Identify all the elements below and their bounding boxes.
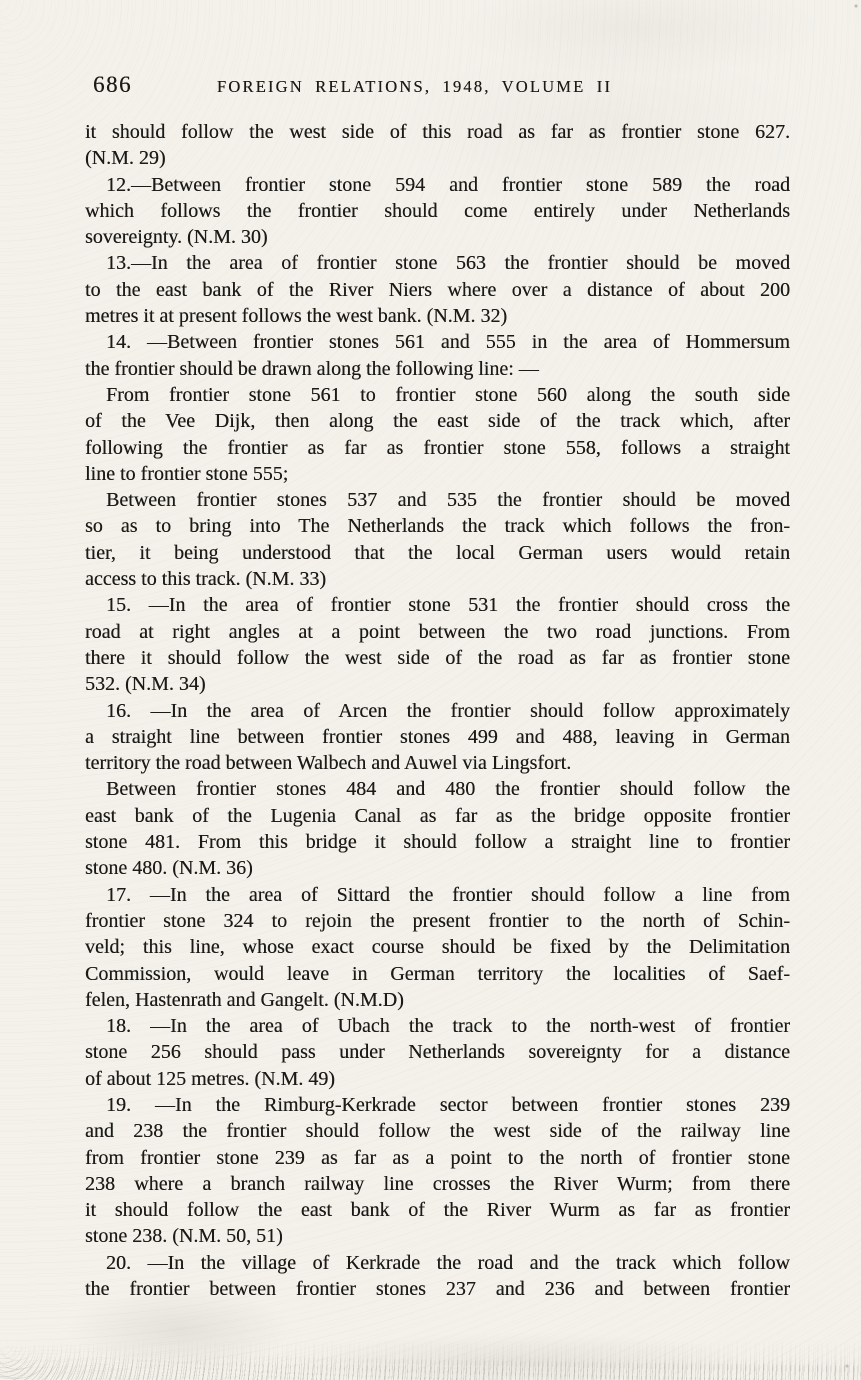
text-line: tier, it being understood that the local German users would retain (85, 541, 790, 564)
text-line: 18. —In the area of Ubach the track to the north-west of frontier (106, 1015, 790, 1038)
paragraph (85, 698, 790, 777)
text-line: 16. —In the area of Arcen the frontier should follow approximately (106, 699, 790, 722)
paragraph (85, 329, 790, 382)
page-number: 686 (93, 72, 132, 97)
text-line: 15. —In the area of frontier stone 531 the frontier should cross the (106, 594, 790, 617)
text-line: 14. —Between frontier stones 561 and 555 in the area of Hommersum (106, 331, 790, 354)
running-head: FOREIGN RELATIONS, 1948, VOLUME II (216, 77, 613, 96)
paragraph (85, 882, 790, 1013)
text-line: stone 256 should pass under Netherlands sovereignty for a distance (85, 1041, 790, 1064)
text-line: a straight line between frontier stones 499 and 488, leaving in German (85, 725, 790, 748)
text-line: Between frontier stones 484 and 480 the frontier should follow the (106, 778, 790, 801)
paragraph (85, 250, 790, 329)
text-line: 238 where a branch railway line crosses the River Wurm; from there (85, 1172, 790, 1195)
text-line: (N.M. 29) (85, 147, 166, 170)
text-line: 13.—In the area of frontier stone 563 the frontier should be moved (106, 252, 790, 275)
scan-noise-bottom-edge (0, 1340, 861, 1380)
text-line: From frontier stone 561 to frontier stone 560 along the south side (106, 383, 790, 406)
text-line: of the Vee Dijk, then along the east side of the track which, after (85, 410, 790, 433)
text-line: there it should follow the west side of the road as far as frontier stone (85, 646, 790, 669)
text-line: to the east bank of the River Niers where over a distance of about 200 (85, 278, 790, 301)
text-line: following the frontier as far as frontier stone 558, follows a straight (85, 436, 790, 459)
text-line: 17. —In the area of Sittard the frontier should follow a line from (106, 883, 790, 906)
paragraph (85, 119, 790, 172)
text-line: the frontier between frontier stones 237 and 236 and between frontier (85, 1278, 790, 1301)
text-line: Commission, would leave in German territory the localities of Saef- (85, 962, 790, 985)
text-line: territory the road between Walbech and Auwel via Lingsfort. (85, 752, 572, 775)
text-line: stone 481. From this bridge it should follow a straight line to frontier (85, 831, 790, 854)
text-line: access to this track. (N.M. 33) (85, 568, 327, 591)
text-line: line to frontier stone 555; (85, 462, 289, 485)
paragraph (85, 1250, 790, 1303)
paragraph (85, 776, 790, 881)
body-text (85, 119, 790, 1302)
text-line: stone 480. (N.M. 36) (85, 857, 253, 880)
text-line: from frontier stone 239 as far as a point to the north of frontier stone (85, 1146, 790, 1169)
page-header (85, 74, 790, 100)
text-line: 20. —In the village of Kerkrade the road and the track which follow (106, 1251, 790, 1274)
text-line: the frontier should be drawn along the following line: — (85, 357, 539, 380)
text-line: it should follow the west side of this road as far as frontier stone 627. (85, 121, 790, 143)
text-line: felen, Hastenrath and Gangelt. (N.M.D) (85, 988, 404, 1011)
text-line: veld; this line, whose exact course should be fixed by the Delimitation (85, 936, 790, 959)
text-line: frontier stone 324 to rejoin the present frontier to the north of Schin- (85, 909, 790, 932)
text-line: sovereignty. (N.M. 30) (85, 226, 268, 249)
paragraph (85, 592, 790, 697)
paragraph (85, 382, 790, 487)
text-line: of about 125 metres. (N.M. 49) (85, 1067, 335, 1090)
text-line: so as to bring into The Netherlands the track which follows the fron- (85, 515, 790, 538)
text-line: which follows the frontier should come entirely under Netherlands (85, 199, 790, 222)
text-line: and 238 the frontier should follow the west side of the railway line (85, 1120, 790, 1143)
text-line: road at right angles at a point between the two road junctions. From (85, 620, 790, 643)
paragraph (85, 172, 790, 251)
text-line: stone 238. (N.M. 50, 51) (85, 1225, 283, 1248)
text-line: 12.—Between frontier stone 594 and frontier stone 589 the road (106, 173, 790, 196)
text-line: 532. (N.M. 34) (85, 673, 206, 696)
text-line: east bank of the Lugenia Canal as far as the bridge opposite frontier (85, 804, 790, 827)
text-line: Between frontier stones 537 and 535 the frontier should be moved (106, 489, 790, 512)
paragraph (85, 487, 790, 592)
paragraph (85, 1092, 790, 1250)
paragraph (85, 1013, 790, 1092)
text-line: it should follow the east bank of the River Wurm as far as frontier (85, 1199, 790, 1222)
text-line: 19. —In the Rimburg-Kerkrade sector between frontier stones 239 (106, 1093, 790, 1116)
text-line: metres it at present follows the west bank. (N.M. 32) (85, 305, 508, 328)
